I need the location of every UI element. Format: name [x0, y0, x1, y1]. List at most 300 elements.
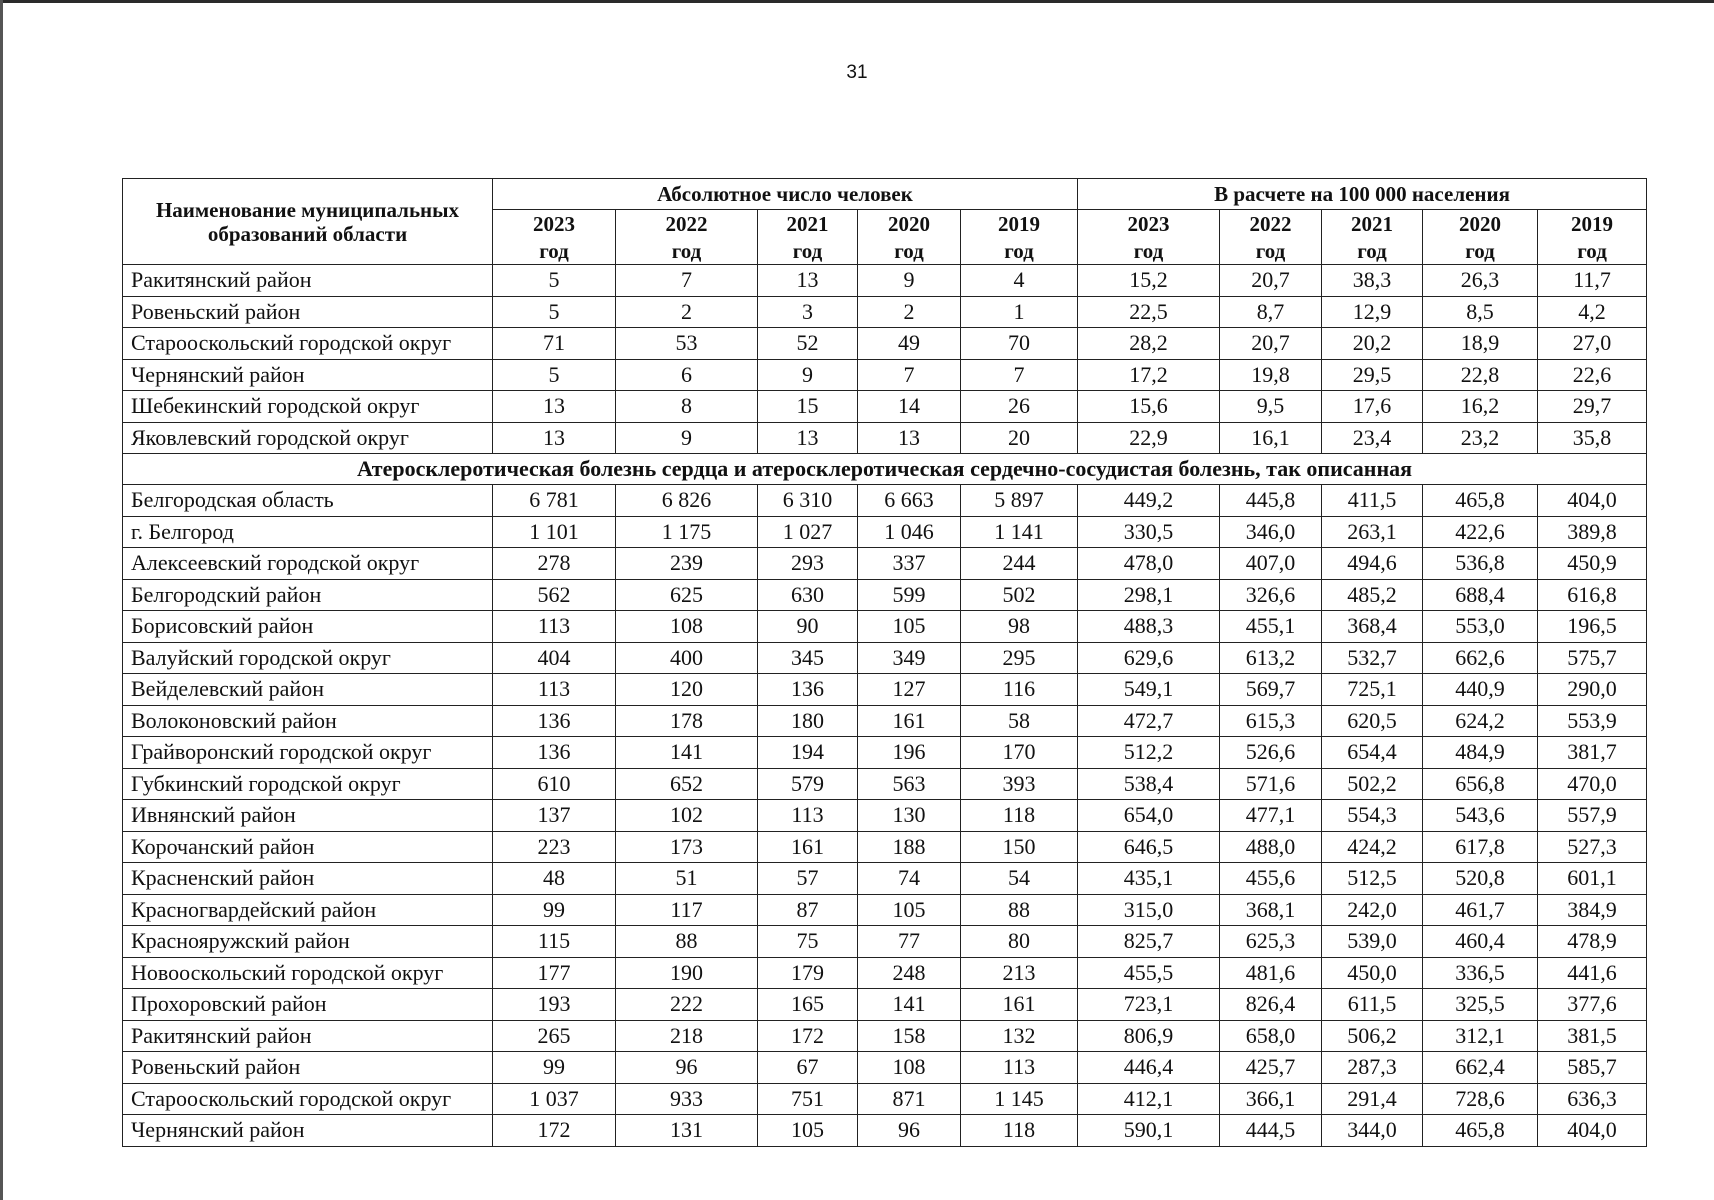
cell-absolute: 132: [961, 1020, 1078, 1052]
row-name: Красногвардейский район: [123, 894, 493, 926]
cell-per100k: 377,6: [1538, 989, 1647, 1021]
table-row: [123, 800, 1647, 832]
row-name: Прохоровский район: [123, 989, 493, 1021]
cell-absolute: 223: [493, 831, 616, 863]
cell-absolute: 2: [858, 296, 961, 328]
cell-per100k: 646,5: [1078, 831, 1220, 863]
year-header-abs-2020: 2020: [858, 210, 961, 239]
cell-absolute: 6 826: [616, 485, 758, 517]
cell-per100k: 298,1: [1078, 579, 1220, 611]
cell-absolute: 599: [858, 579, 961, 611]
cell-per100k: 29,7: [1538, 391, 1647, 423]
cell-per100k: 425,7: [1220, 1052, 1322, 1084]
row-name: Алексеевский городской округ: [123, 548, 493, 580]
cell-per100k: 38,3: [1322, 265, 1423, 297]
row-name: Старооскольский городской округ: [123, 328, 493, 360]
row-name: Красненский район: [123, 863, 493, 895]
cell-per100k: 242,0: [1322, 894, 1423, 926]
cell-absolute: 178: [616, 705, 758, 737]
cell-absolute: 58: [961, 705, 1078, 737]
cell-per100k: 520,8: [1423, 863, 1538, 895]
cell-per100k: 381,7: [1538, 737, 1647, 769]
cell-per100k: 35,8: [1538, 422, 1647, 454]
cell-per100k: 444,5: [1220, 1115, 1322, 1147]
cell-absolute: 1 046: [858, 516, 961, 548]
row-name: Белгородский район: [123, 579, 493, 611]
table-row: [123, 611, 1647, 643]
cell-per100k: 366,1: [1220, 1083, 1322, 1115]
cell-absolute: 933: [616, 1083, 758, 1115]
row-name: Губкинский городской округ: [123, 768, 493, 800]
cell-absolute: 345: [758, 642, 858, 674]
cell-absolute: 193: [493, 989, 616, 1021]
cell-per100k: 654,0: [1078, 800, 1220, 832]
cell-per100k: 512,5: [1322, 863, 1423, 895]
cell-absolute: 127: [858, 674, 961, 706]
cell-absolute: 136: [758, 674, 858, 706]
cell-per100k: 346,0: [1220, 516, 1322, 548]
cell-absolute: 48: [493, 863, 616, 895]
table-row: [123, 579, 1647, 611]
cell-per100k: 28,2: [1078, 328, 1220, 360]
table-row: [123, 485, 1647, 517]
cell-absolute: 118: [961, 800, 1078, 832]
cell-absolute: 172: [493, 1115, 616, 1147]
cell-per100k: 449,2: [1078, 485, 1220, 517]
cell-absolute: 278: [493, 548, 616, 580]
cell-absolute: 51: [616, 863, 758, 895]
cell-absolute: 99: [493, 1052, 616, 1084]
row-name: Ровеньский район: [123, 1052, 493, 1084]
cell-absolute: 105: [858, 611, 961, 643]
cell-absolute: 7: [858, 359, 961, 391]
cell-absolute: 625: [616, 579, 758, 611]
cell-per100k: 485,2: [1322, 579, 1423, 611]
cell-absolute: 1 101: [493, 516, 616, 548]
table-row: [123, 1020, 1647, 1052]
cell-absolute: 6 663: [858, 485, 961, 517]
year-suffix-abs-2021: год: [758, 238, 858, 265]
cell-per100k: 22,8: [1423, 359, 1538, 391]
cell-absolute: 7: [961, 359, 1078, 391]
cell-absolute: 4: [961, 265, 1078, 297]
cell-absolute: 579: [758, 768, 858, 800]
row-name: Ровеньский район: [123, 296, 493, 328]
cell-absolute: 108: [858, 1052, 961, 1084]
table-row: [123, 863, 1647, 895]
cell-absolute: 8: [616, 391, 758, 423]
cell-per100k: 16,2: [1423, 391, 1538, 423]
cell-absolute: 222: [616, 989, 758, 1021]
cell-absolute: 5 897: [961, 485, 1078, 517]
table-row: [123, 391, 1647, 423]
year-suffix-rate-2021: год: [1322, 238, 1423, 265]
cell-absolute: 118: [961, 1115, 1078, 1147]
cell-absolute: 180: [758, 705, 858, 737]
cell-per100k: 472,7: [1078, 705, 1220, 737]
year-header-rate-2022: 2022: [1220, 210, 1322, 239]
table-row: [123, 1083, 1647, 1115]
cell-per100k: 446,4: [1078, 1052, 1220, 1084]
group-header-absolute: Абсолютное число человек: [493, 179, 1078, 210]
cell-per100k: 611,5: [1322, 989, 1423, 1021]
year-suffix-rate-2022: год: [1220, 238, 1322, 265]
row-name: Краснояружский район: [123, 926, 493, 958]
cell-per100k: 624,2: [1423, 705, 1538, 737]
cell-per100k: 654,4: [1322, 737, 1423, 769]
row-name: Ракитянский район: [123, 265, 493, 297]
table-row: [123, 422, 1647, 454]
cell-absolute: 6 781: [493, 485, 616, 517]
cell-per100k: 20,7: [1220, 328, 1322, 360]
row-name: Шебекинский городской округ: [123, 391, 493, 423]
cell-per100k: 404,0: [1538, 1115, 1647, 1147]
cell-per100k: 478,0: [1078, 548, 1220, 580]
cell-absolute: 13: [493, 422, 616, 454]
cell-per100k: 502,2: [1322, 768, 1423, 800]
row-name: Старооскольский городской округ: [123, 1083, 493, 1115]
cell-absolute: 77: [858, 926, 961, 958]
cell-per100k: 15,2: [1078, 265, 1220, 297]
table-row: [123, 548, 1647, 580]
cell-per100k: 435,1: [1078, 863, 1220, 895]
cell-absolute: 562: [493, 579, 616, 611]
cell-absolute: 115: [493, 926, 616, 958]
cell-absolute: 88: [616, 926, 758, 958]
cell-absolute: 108: [616, 611, 758, 643]
cell-per100k: 662,6: [1423, 642, 1538, 674]
cell-absolute: 130: [858, 800, 961, 832]
table-row: [123, 957, 1647, 989]
cell-per100k: 17,2: [1078, 359, 1220, 391]
row-name: Новооскольский городской округ: [123, 957, 493, 989]
cell-per100k: 825,7: [1078, 926, 1220, 958]
cell-absolute: 1 145: [961, 1083, 1078, 1115]
cell-per100k: 512,2: [1078, 737, 1220, 769]
cell-per100k: 9,5: [1220, 391, 1322, 423]
cell-absolute: 610: [493, 768, 616, 800]
cell-absolute: 239: [616, 548, 758, 580]
cell-absolute: 120: [616, 674, 758, 706]
cell-per100k: 445,8: [1220, 485, 1322, 517]
cell-absolute: 13: [858, 422, 961, 454]
cell-per100k: 455,1: [1220, 611, 1322, 643]
row-name: Чернянский район: [123, 1115, 493, 1147]
cell-absolute: 652: [616, 768, 758, 800]
cell-absolute: 113: [493, 674, 616, 706]
cell-absolute: 15: [758, 391, 858, 423]
cell-absolute: 871: [858, 1083, 961, 1115]
scan-edge-left: [0, 0, 3, 1200]
table-row: [123, 1115, 1647, 1147]
cell-per100k: 336,5: [1423, 957, 1538, 989]
cell-absolute: 179: [758, 957, 858, 989]
cell-per100k: 549,1: [1078, 674, 1220, 706]
cell-absolute: 5: [493, 296, 616, 328]
year-header-rate-2020: 2020: [1423, 210, 1538, 239]
cell-per100k: 826,4: [1220, 989, 1322, 1021]
cell-per100k: 22,9: [1078, 422, 1220, 454]
cell-per100k: 506,2: [1322, 1020, 1423, 1052]
cell-absolute: 630: [758, 579, 858, 611]
cell-per100k: 368,1: [1220, 894, 1322, 926]
cell-absolute: 295: [961, 642, 1078, 674]
cell-per100k: 536,8: [1423, 548, 1538, 580]
cell-absolute: 96: [858, 1115, 961, 1147]
cell-per100k: 23,2: [1423, 422, 1538, 454]
cell-per100k: 460,4: [1423, 926, 1538, 958]
cell-per100k: 344,0: [1322, 1115, 1423, 1147]
cell-absolute: 52: [758, 328, 858, 360]
cell-absolute: 150: [961, 831, 1078, 863]
table-row: [123, 328, 1647, 360]
year-header-rate-2021: 2021: [1322, 210, 1423, 239]
cell-per100k: 287,3: [1322, 1052, 1423, 1084]
cell-absolute: 137: [493, 800, 616, 832]
cell-absolute: 400: [616, 642, 758, 674]
cell-per100k: 16,1: [1220, 422, 1322, 454]
cell-absolute: 194: [758, 737, 858, 769]
cell-absolute: 196: [858, 737, 961, 769]
cell-per100k: 29,5: [1322, 359, 1423, 391]
cell-per100k: 404,0: [1538, 485, 1647, 517]
cell-per100k: 312,1: [1423, 1020, 1538, 1052]
year-suffix-rate-2023: год: [1078, 238, 1220, 265]
cell-absolute: 90: [758, 611, 858, 643]
cell-per100k: 389,8: [1538, 516, 1647, 548]
cell-per100k: 488,0: [1220, 831, 1322, 863]
table-row: [123, 737, 1647, 769]
cell-absolute: 218: [616, 1020, 758, 1052]
cell-per100k: 22,6: [1538, 359, 1647, 391]
table-row: [123, 1052, 1647, 1084]
cell-per100k: 590,1: [1078, 1115, 1220, 1147]
cell-absolute: 3: [758, 296, 858, 328]
table-row: [123, 359, 1647, 391]
cell-absolute: 173: [616, 831, 758, 863]
cell-absolute: 80: [961, 926, 1078, 958]
cell-absolute: 9: [858, 265, 961, 297]
cell-per100k: 330,5: [1078, 516, 1220, 548]
table-row: [123, 674, 1647, 706]
cell-per100k: 8,7: [1220, 296, 1322, 328]
cell-absolute: 293: [758, 548, 858, 580]
cell-absolute: 751: [758, 1083, 858, 1115]
row-name: г. Белгород: [123, 516, 493, 548]
cell-per100k: 20,2: [1322, 328, 1423, 360]
year-suffix-rate-2019: год: [1538, 238, 1647, 265]
row-name: Корочанский район: [123, 831, 493, 863]
cell-per100k: 325,5: [1423, 989, 1538, 1021]
page-number: 31: [846, 62, 868, 83]
row-name: Вейделевский район: [123, 674, 493, 706]
cell-absolute: 49: [858, 328, 961, 360]
cell-absolute: 54: [961, 863, 1078, 895]
cell-absolute: 96: [616, 1052, 758, 1084]
cell-per100k: 585,7: [1538, 1052, 1647, 1084]
cell-per100k: 636,3: [1538, 1083, 1647, 1115]
cell-absolute: 53: [616, 328, 758, 360]
cell-absolute: 6 310: [758, 485, 858, 517]
cell-absolute: 113: [961, 1052, 1078, 1084]
cell-per100k: 465,8: [1423, 485, 1538, 517]
cell-absolute: 116: [961, 674, 1078, 706]
cell-absolute: 393: [961, 768, 1078, 800]
cell-per100k: 728,6: [1423, 1083, 1538, 1115]
cell-per100k: 315,0: [1078, 894, 1220, 926]
cell-per100k: 613,2: [1220, 642, 1322, 674]
row-name: Ивнянский район: [123, 800, 493, 832]
cell-absolute: 141: [616, 737, 758, 769]
row-name: Чернянский район: [123, 359, 493, 391]
cell-per100k: 12,9: [1322, 296, 1423, 328]
cell-per100k: 557,9: [1538, 800, 1647, 832]
cell-absolute: 57: [758, 863, 858, 895]
cell-absolute: 20: [961, 422, 1078, 454]
cell-per100k: 688,4: [1423, 579, 1538, 611]
scan-edge-top: [0, 0, 1714, 3]
year-header-abs-2021: 2021: [758, 210, 858, 239]
cell-per100k: 488,3: [1078, 611, 1220, 643]
cell-absolute: 9: [758, 359, 858, 391]
group-header-per100k: В расчете на 100 000 населения: [1078, 179, 1647, 210]
cell-per100k: 656,8: [1423, 768, 1538, 800]
section-row: [123, 454, 1647, 485]
cell-absolute: 165: [758, 989, 858, 1021]
cell-absolute: 1: [961, 296, 1078, 328]
cell-absolute: 170: [961, 737, 1078, 769]
table-body: [123, 265, 1647, 1147]
cell-per100k: 617,8: [1423, 831, 1538, 863]
cell-absolute: 7: [616, 265, 758, 297]
cell-per100k: 20,7: [1220, 265, 1322, 297]
cell-per100k: 569,7: [1220, 674, 1322, 706]
cell-per100k: 18,9: [1423, 328, 1538, 360]
cell-per100k: 658,0: [1220, 1020, 1322, 1052]
year-header-abs-2019: 2019: [961, 210, 1078, 239]
cell-per100k: 291,4: [1322, 1083, 1423, 1115]
cell-per100k: 441,6: [1538, 957, 1647, 989]
table-row: [123, 768, 1647, 800]
year-suffix-abs-2020: год: [858, 238, 961, 265]
cell-per100k: 481,6: [1220, 957, 1322, 989]
table-row: [123, 831, 1647, 863]
year-header-rate-2023: 2023: [1078, 210, 1220, 239]
cell-per100k: 384,9: [1538, 894, 1647, 926]
cell-per100k: 543,6: [1423, 800, 1538, 832]
cell-per100k: 19,8: [1220, 359, 1322, 391]
cell-absolute: 113: [758, 800, 858, 832]
cell-per100k: 22,5: [1078, 296, 1220, 328]
table-row: [123, 705, 1647, 737]
cell-absolute: 404: [493, 642, 616, 674]
cell-absolute: 13: [493, 391, 616, 423]
cell-absolute: 71: [493, 328, 616, 360]
row-name: Валуйский городской округ: [123, 642, 493, 674]
cell-absolute: 1 037: [493, 1083, 616, 1115]
cell-absolute: 98: [961, 611, 1078, 643]
table-row: [123, 989, 1647, 1021]
cell-absolute: 161: [758, 831, 858, 863]
cell-per100k: 27,0: [1538, 328, 1647, 360]
cell-per100k: 723,1: [1078, 989, 1220, 1021]
table-header: [123, 179, 1647, 265]
cell-per100k: 412,1: [1078, 1083, 1220, 1115]
cell-per100k: 263,1: [1322, 516, 1423, 548]
cell-absolute: 1 141: [961, 516, 1078, 548]
cell-absolute: 161: [961, 989, 1078, 1021]
year-header-abs-2023: 2023: [493, 210, 616, 239]
cell-absolute: 244: [961, 548, 1078, 580]
cell-absolute: 188: [858, 831, 961, 863]
cell-absolute: 563: [858, 768, 961, 800]
section-title: Атеросклеротическая болезнь сердца и атеросклеротическая сердечно-сосудистая болезнь, так описанная: [123, 454, 1647, 485]
cell-per100k: 539,0: [1322, 926, 1423, 958]
cell-absolute: 213: [961, 957, 1078, 989]
cell-absolute: 105: [858, 894, 961, 926]
cell-absolute: 337: [858, 548, 961, 580]
cell-per100k: 461,7: [1423, 894, 1538, 926]
cell-per100k: 470,0: [1538, 768, 1647, 800]
cell-per100k: 571,6: [1220, 768, 1322, 800]
cell-absolute: 99: [493, 894, 616, 926]
cell-per100k: 615,3: [1220, 705, 1322, 737]
cell-per100k: 477,1: [1220, 800, 1322, 832]
cell-per100k: 196,5: [1538, 611, 1647, 643]
cell-per100k: 538,4: [1078, 768, 1220, 800]
cell-per100k: 455,6: [1220, 863, 1322, 895]
cell-absolute: 349: [858, 642, 961, 674]
cell-absolute: 177: [493, 957, 616, 989]
cell-absolute: 158: [858, 1020, 961, 1052]
cell-per100k: 662,4: [1423, 1052, 1538, 1084]
row-name: Грайворонский городской округ: [123, 737, 493, 769]
cell-per100k: 527,3: [1538, 831, 1647, 863]
cell-per100k: 4,2: [1538, 296, 1647, 328]
cell-per100k: 625,3: [1220, 926, 1322, 958]
table-row: [123, 296, 1647, 328]
cell-absolute: 117: [616, 894, 758, 926]
cell-absolute: 67: [758, 1052, 858, 1084]
cell-per100k: 494,6: [1322, 548, 1423, 580]
cell-absolute: 6: [616, 359, 758, 391]
cell-absolute: 136: [493, 705, 616, 737]
statistics-table: [122, 178, 1647, 1147]
table-row: [123, 642, 1647, 674]
cell-absolute: 5: [493, 359, 616, 391]
cell-per100k: 554,3: [1322, 800, 1423, 832]
row-name: Белгородская область: [123, 485, 493, 517]
cell-per100k: 450,9: [1538, 548, 1647, 580]
cell-per100k: 526,6: [1220, 737, 1322, 769]
cell-per100k: 455,5: [1078, 957, 1220, 989]
cell-absolute: 141: [858, 989, 961, 1021]
cell-absolute: 9: [616, 422, 758, 454]
cell-per100k: 478,9: [1538, 926, 1647, 958]
cell-absolute: 502: [961, 579, 1078, 611]
cell-per100k: 450,0: [1322, 957, 1423, 989]
cell-absolute: 87: [758, 894, 858, 926]
year-header-abs-2022: 2022: [616, 210, 758, 239]
table-row: [123, 894, 1647, 926]
cell-per100k: 381,5: [1538, 1020, 1647, 1052]
cell-absolute: 5: [493, 265, 616, 297]
row-name: Волоконовский район: [123, 705, 493, 737]
year-suffix-abs-2023: год: [493, 238, 616, 265]
cell-per100k: 601,1: [1538, 863, 1647, 895]
cell-per100k: 484,9: [1423, 737, 1538, 769]
cell-per100k: 725,1: [1322, 674, 1423, 706]
